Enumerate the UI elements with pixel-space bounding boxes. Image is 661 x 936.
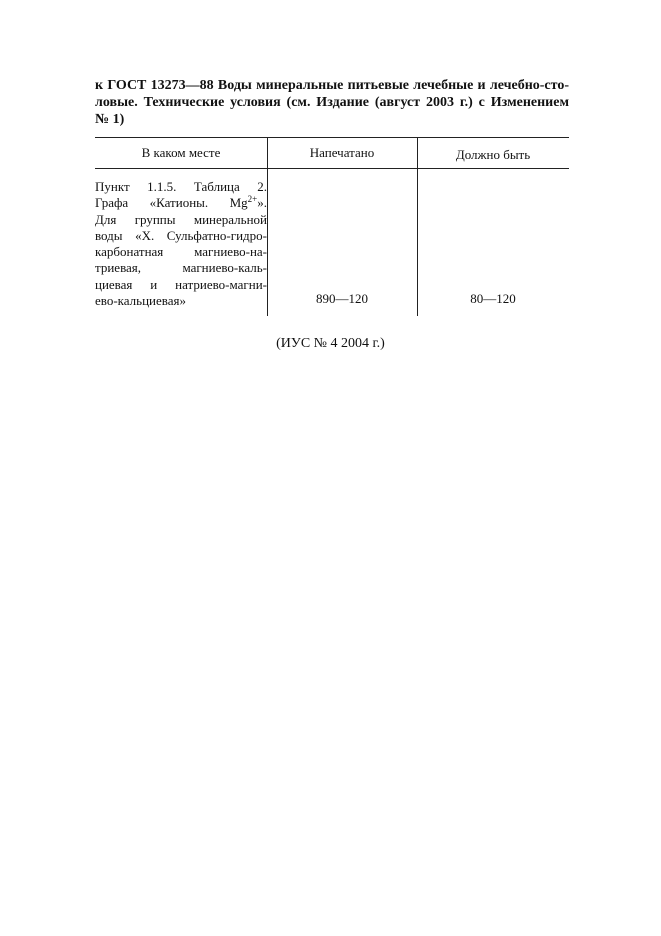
place-line: ево-кальциевая» — [95, 293, 186, 309]
header-printed: Напечатано — [309, 145, 375, 160]
place-line: карбонатная магниево-на- — [95, 244, 267, 260]
place-line: триевая, магниево-каль- — [95, 260, 267, 276]
place-cell — [95, 179, 267, 309]
table-header-row — [95, 138, 569, 168]
place-line — [95, 195, 267, 211]
correction-table — [95, 137, 569, 316]
printed-value: 890—120 — [316, 291, 368, 306]
correct-value: 80—120 — [470, 291, 516, 306]
table-row — [95, 169, 569, 316]
source-note: (ИУС № 4 2004 г.) — [276, 336, 385, 351]
heading-line: № 1) — [95, 112, 125, 127]
place-line: циевая и натриево-магни- — [95, 276, 267, 292]
header-should-be: Должно быть — [455, 147, 531, 162]
place-line: воды «X. Сульфатно-гидро- — [95, 227, 267, 243]
place-line: Пункт 1.1.5. Таблица 2. — [95, 179, 267, 194]
heading-line: к ГОСТ 13273—88 Воды минеральные питьевые лечебные и лечебно-сто- — [95, 78, 569, 93]
superscript-charge: 2+ — [247, 194, 258, 205]
header-place: В каком месте — [141, 145, 221, 160]
heading-line: ловые. Технические условия (см. Издание (август 2003 г.) с Изменением — [95, 95, 569, 110]
place-line-suffix: ». — [257, 195, 267, 211]
place-line-text: Графа «Катионы. Mg — [95, 195, 248, 211]
place-line: Для группы минеральной — [95, 211, 267, 227]
amendment-heading — [95, 77, 569, 128]
